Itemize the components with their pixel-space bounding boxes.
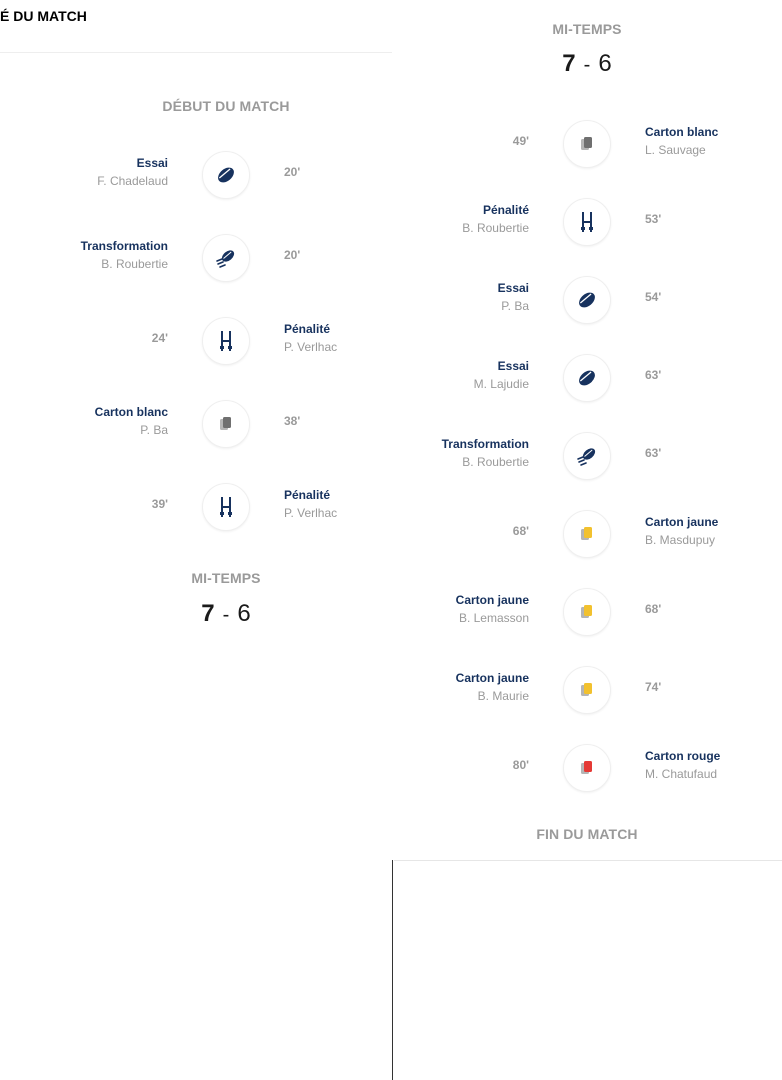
event-label: Essai: [497, 281, 529, 295]
event-player: L. Sauvage: [645, 143, 706, 157]
event-minute: 68': [512, 524, 529, 538]
event-player: P. Verlhac: [284, 506, 338, 520]
event-minute: 63': [645, 446, 662, 460]
event-player: P. Verlhac: [284, 340, 338, 354]
divider: [394, 860, 782, 861]
event-player: P. Ba: [140, 423, 168, 437]
event-label: Essai: [497, 359, 529, 373]
event-label: Pénalité: [284, 322, 331, 336]
ball-icon: [563, 354, 611, 402]
event-minute: 49': [512, 134, 529, 148]
event-label: Carton jaune: [455, 671, 529, 685]
halftime-score: [487, 50, 687, 78]
timeline-event: [0, 510, 782, 560]
event-player: B. Masdupuy: [645, 533, 716, 547]
yellow-card-icon: [563, 510, 611, 558]
white-card-icon: [563, 120, 611, 168]
halftime-label: MI-TEMPS: [552, 21, 622, 37]
ball-icon: [563, 276, 611, 324]
timeline-event: [0, 354, 782, 404]
event-minute: 39': [151, 497, 168, 511]
event-minute: 80': [512, 758, 529, 772]
conversion-kick-icon: [563, 432, 611, 480]
match-start-label: DÉBUT DU MATCH: [162, 98, 290, 114]
yellow-card-icon: [563, 588, 611, 636]
section-title: É DU MATCH: [0, 8, 87, 24]
event-player: B. Lemasson: [458, 611, 529, 625]
event-label: Essai: [136, 156, 168, 170]
event-minute: 20': [284, 248, 301, 262]
event-label: Carton jaune: [645, 515, 719, 529]
goalposts-icon: [563, 198, 611, 246]
timeline-event: [0, 588, 782, 638]
red-card-icon: [563, 744, 611, 792]
event-player: B. Roubertie: [462, 455, 529, 469]
match-end-label: FIN DU MATCH: [536, 826, 638, 842]
event-label: Pénalité: [284, 488, 331, 502]
timeline-event: [0, 198, 782, 248]
event-label: Carton jaune: [455, 593, 529, 607]
event-label: Carton rouge: [645, 749, 721, 763]
yellow-card-icon: [563, 666, 611, 714]
event-label: Carton blanc: [94, 405, 168, 419]
timeline-event: [0, 276, 782, 326]
event-player: M. Lajudie: [473, 377, 529, 391]
event-player: F. Chadelaud: [97, 174, 168, 188]
score-separator: -: [222, 604, 230, 626]
score-home: 7: [201, 600, 215, 627]
event-minute: 74': [645, 680, 662, 694]
event-label: Transformation: [80, 239, 168, 253]
score-separator: -: [583, 54, 591, 76]
event-player: B. Maurie: [477, 689, 529, 703]
event-player: P. Ba: [501, 299, 529, 313]
event-label: Pénalité: [482, 203, 529, 217]
event-minute: 20': [284, 165, 301, 179]
halftime-label: MI-TEMPS: [191, 570, 261, 586]
event-player: B. Roubertie: [462, 221, 529, 235]
score-away: 6: [237, 600, 251, 627]
event-minute: 68': [645, 602, 662, 616]
event-minute: 53': [645, 212, 662, 226]
divider: [0, 52, 392, 53]
event-player: B. Roubertie: [101, 257, 168, 271]
event-label: Carton blanc: [645, 125, 719, 139]
timeline-event: [0, 432, 782, 482]
event-minute: 63': [645, 368, 662, 382]
divider: [392, 860, 393, 1080]
score-away: 6: [598, 50, 612, 77]
event-label: Transformation: [441, 437, 529, 451]
event-minute: 38': [284, 414, 301, 428]
event-minute: 24': [151, 331, 168, 345]
event-minute: 54': [645, 290, 662, 304]
event-player: M. Chatufaud: [645, 767, 718, 781]
timeline-event: [0, 666, 782, 716]
timeline-event: [0, 744, 782, 794]
timeline-event: [0, 120, 782, 170]
score-home: 7: [562, 50, 576, 77]
